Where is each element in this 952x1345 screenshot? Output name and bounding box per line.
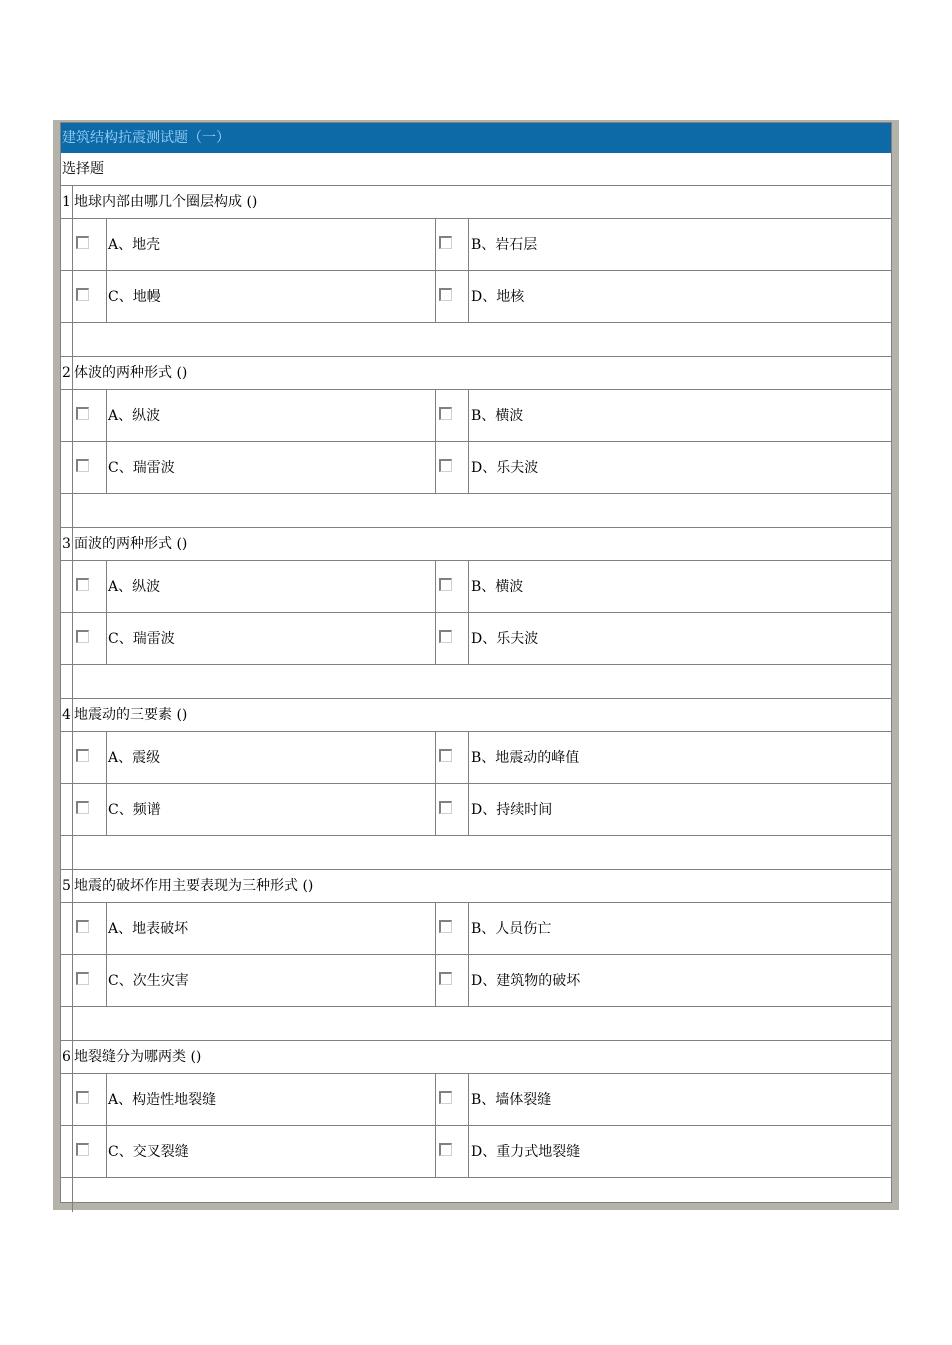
checkbox-cell [73,784,107,835]
option-row [61,390,891,442]
question-row [61,186,891,219]
question-row [61,699,891,732]
option-checkbox[interactable] [76,578,89,591]
checkbox-cell [73,219,107,270]
option-checkbox[interactable] [76,1143,89,1156]
checkbox-cell [435,732,469,783]
row-indent [61,955,73,1006]
checkbox-cell [73,561,107,612]
checkbox-cell [73,390,107,441]
row-indent [61,665,73,698]
question-row [61,357,891,390]
checkbox-cell [435,613,469,664]
row-indent [61,323,73,356]
checkbox-cell [435,784,469,835]
option-checkbox[interactable] [439,972,452,985]
row-indent [61,836,73,869]
checkbox-cell [73,613,107,664]
option-row [61,1126,891,1178]
option-label: B、横波 [471,408,524,424]
option-row [61,219,891,271]
spacer-row [61,836,891,870]
option-checkbox[interactable] [439,578,452,591]
option-row [61,561,891,613]
option-label: D、乐夫波 [471,631,539,647]
row-indent [61,732,73,783]
row-indent [61,442,73,493]
option-checkbox[interactable] [76,288,89,301]
option-label: B、人员伤亡 [471,921,552,937]
option-label: C、交叉裂缝 [108,1144,189,1160]
option-row [61,442,891,494]
option-checkbox[interactable] [439,459,452,472]
option-label: C、瑞雷波 [108,460,175,476]
section-label: 选择题 [61,153,891,186]
row-indent [61,390,73,441]
checkbox-cell [435,903,469,954]
question-row [61,870,891,903]
option-label: A、构造性地裂缝 [108,1092,217,1108]
checkbox-cell [435,442,469,493]
option-row [61,784,891,836]
row-indent [61,494,73,527]
question-text: 地震的破坏作用主要表现为三种形式 () [74,878,314,894]
quiz-title: 建筑结构抗震测试题（一） [61,123,891,153]
option-checkbox[interactable] [439,1091,452,1104]
question-text: 地裂缝分为哪两类 () [74,1049,202,1065]
spacer-row [61,1178,891,1212]
option-checkbox[interactable] [76,749,89,762]
checkbox-cell [73,732,107,783]
option-label: A、纵波 [108,408,161,424]
quiz-frame [53,120,899,1210]
option-label: D、建筑物的破坏 [471,973,581,989]
row-indent [61,561,73,612]
option-row [61,732,891,784]
option-checkbox[interactable] [76,630,89,643]
row-indent [61,1126,73,1177]
question-text: 地震动的三要素 () [74,707,188,723]
checkbox-cell [73,442,107,493]
checkbox-cell [435,219,469,270]
checkbox-cell [73,955,107,1006]
option-label: B、岩石层 [471,237,538,253]
option-checkbox[interactable] [76,1091,89,1104]
option-checkbox[interactable] [76,236,89,249]
option-label: B、墙体裂缝 [471,1092,552,1108]
option-row [61,1074,891,1126]
checkbox-cell [73,1074,107,1125]
option-checkbox[interactable] [439,630,452,643]
option-label: A、震级 [108,750,161,766]
row-indent [61,1178,73,1212]
option-label: A、纵波 [108,579,161,595]
question-text: 地球内部由哪几个圈层构成 () [74,194,258,210]
option-label: C、频谱 [108,802,161,818]
option-row [61,613,891,665]
option-checkbox[interactable] [439,749,452,762]
option-checkbox[interactable] [439,236,452,249]
option-checkbox[interactable] [76,920,89,933]
option-checkbox[interactable] [76,801,89,814]
option-checkbox[interactable] [76,459,89,472]
checkbox-cell [435,955,469,1006]
option-row [61,903,891,955]
option-label: C、次生灾害 [108,973,189,989]
option-checkbox[interactable] [439,920,452,933]
checkbox-cell [435,271,469,322]
spacer-row [61,494,891,528]
option-label: A、地壳 [108,237,161,253]
option-label: D、持续时间 [471,802,553,818]
checkbox-cell [435,1074,469,1125]
option-label: C、瑞雷波 [108,631,175,647]
option-label: B、横波 [471,579,524,595]
question-text: 面波的两种形式 () [74,536,188,552]
row-indent [61,784,73,835]
option-label: C、地幔 [108,289,161,305]
row-indent [61,1007,73,1040]
row-indent [61,903,73,954]
question-row [61,1041,891,1074]
question-number: 5 [61,870,73,902]
row-indent [61,1074,73,1125]
checkbox-cell [73,271,107,322]
option-checkbox[interactable] [439,288,452,301]
quiz-table [60,122,892,1203]
option-label: B、地震动的峰值 [471,750,580,766]
option-row [61,271,891,323]
question-number: 4 [61,699,73,731]
spacer-row [61,1007,891,1041]
checkbox-cell [435,390,469,441]
option-checkbox[interactable] [439,801,452,814]
option-checkbox[interactable] [76,972,89,985]
checkbox-cell [435,561,469,612]
question-number: 6 [61,1041,73,1073]
spacer-row [61,665,891,699]
option-label: D、重力式地裂缝 [471,1144,581,1160]
option-checkbox[interactable] [439,1143,452,1156]
checkbox-cell [73,903,107,954]
question-row [61,528,891,561]
row-indent [61,219,73,270]
question-text: 体波的两种形式 () [74,365,188,381]
option-checkbox[interactable] [439,407,452,420]
spacer-row [61,323,891,357]
checkbox-cell [73,1126,107,1177]
option-label: A、地表破坏 [108,921,189,937]
option-label: D、乐夫波 [471,460,539,476]
option-row [61,955,891,1007]
question-number: 2 [61,357,73,389]
option-label: D、地核 [471,289,525,305]
question-number: 1 [61,186,73,218]
row-indent [61,613,73,664]
option-checkbox[interactable] [76,407,89,420]
row-indent [61,271,73,322]
checkbox-cell [435,1126,469,1177]
question-number: 3 [61,528,73,560]
